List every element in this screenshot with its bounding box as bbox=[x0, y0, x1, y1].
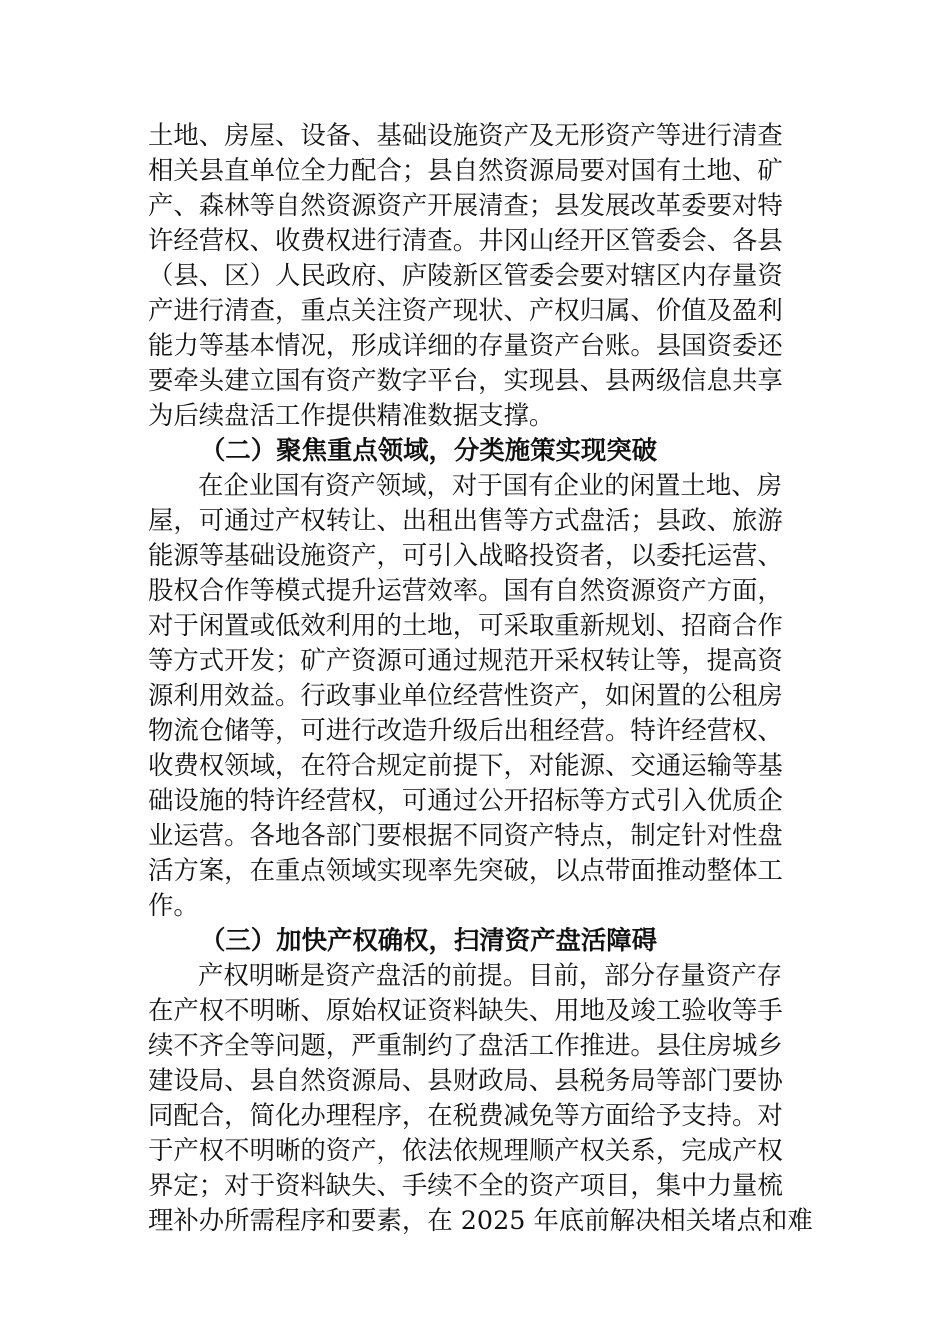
text-line: 土地、房屋、设备、基础设施资产及无形资产等进行清查 bbox=[148, 120, 783, 150]
text-line: 于产权不明晰的资产，依法依规理顺产权关系，完成产权 bbox=[148, 1135, 783, 1165]
text-line: 理补办所需程序和要素，在 2025 年底前解决相关堵点和难 bbox=[148, 1205, 813, 1235]
text-line: 物流仓储等，可进行改造升级后出租经营。特许经营权、 bbox=[148, 715, 783, 745]
text-line: （县、区）人民政府、庐陵新区管委会要对辖区内存量资 bbox=[148, 260, 783, 290]
text-line: 对于闲置或低效利用的土地，可采取重新规划、招商合作 bbox=[148, 610, 783, 640]
text-line: 为后续盘活工作提供精准数据支撑。 bbox=[148, 400, 555, 430]
text-line: 要牵头建立国有资产数字平台，实现县、县两级信息共享 bbox=[148, 365, 783, 395]
text-line: 界定；对于资料缺失、手续不全的资产项目，集中力量梳 bbox=[148, 1170, 783, 1200]
text-line: 建设局、县自然资源局、县财政局、县税务局等部门要协 bbox=[148, 1065, 783, 1095]
text-line: 收费权领域，在符合规定前提下，对能源、交通运输等基 bbox=[148, 750, 783, 780]
text-line: 源利用效益。行政事业单位经营性资产，如闲置的公租房 bbox=[148, 680, 783, 710]
text-line: 屋，可通过产权转让、出租出售等方式盘活；县政、旅游 bbox=[148, 505, 783, 535]
section-heading-2: （二）聚焦重点领域，分类施策实现突破 bbox=[200, 435, 658, 465]
text-line: 等方式开发；矿产资源可通过规范开采权转让等，提高资 bbox=[148, 645, 783, 675]
text-line: 活方案，在重点领域实现率先突破，以点带面推动整体工 bbox=[148, 855, 783, 885]
text-line: 股权合作等模式提升运营效率。国有自然资源资产方面， bbox=[148, 575, 783, 605]
paragraph-first-line: 在企业国有资产领域，对于国有企业的闲置土地、房 bbox=[198, 470, 782, 500]
section-heading-3: （三）加快产权确权，扫清资产盘活障碍 bbox=[200, 925, 658, 955]
paragraph-first-line: 产权明晰是资产盘活的前提。目前，部分存量资产存 bbox=[198, 960, 782, 990]
text-line: 能源等基础设施资产，可引入战略投资者，以委托运营、 bbox=[148, 540, 783, 570]
text-line: 同配合，简化办理程序，在税费减免等方面给予支持。对 bbox=[148, 1100, 783, 1130]
text-line: 能力等基本情况，形成详细的存量资产台账。县国资委还 bbox=[148, 330, 783, 360]
text-line: 业运营。各地各部门要根据不同资产特点，制定针对性盘 bbox=[148, 820, 783, 850]
text-line: 作。 bbox=[148, 890, 199, 920]
text-line: 础设施的特许经营权，可通过公开招标等方式引入优质企 bbox=[148, 785, 783, 815]
text-line: 相关县直单位全力配合；县自然资源局要对国有土地、矿 bbox=[148, 155, 783, 185]
text-line: 续不齐全等问题，严重制约了盘活工作推进。县住房城乡 bbox=[148, 1030, 783, 1060]
text-line: 在产权不明晰、原始权证资料缺失、用地及竣工验收等手 bbox=[148, 995, 783, 1025]
text-line: 许经营权、收费权进行清查。井冈山经开区管委会、各县 bbox=[148, 225, 783, 255]
text-line: 产、森林等自然资源资产开展清查；县发展改革委要对特 bbox=[148, 190, 783, 220]
text-line: 产进行清查，重点关注资产现状、产权归属、价值及盈利 bbox=[148, 295, 783, 325]
